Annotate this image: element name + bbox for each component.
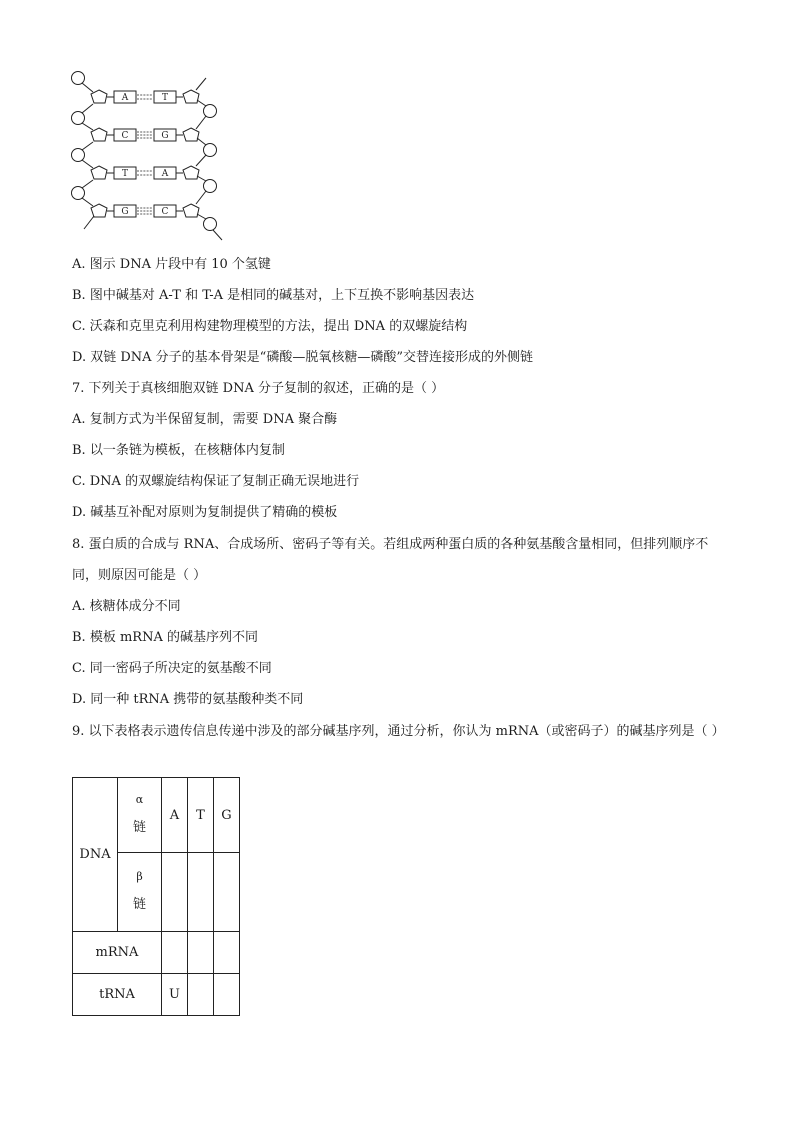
beta-chain-text: 链: [132, 897, 146, 912]
q8-option-a: A. 核糖体成分不同: [72, 599, 181, 614]
q8-option-b: B. 模板 mRNA 的碱基序列不同: [72, 630, 258, 645]
alpha-symbol: α: [135, 793, 144, 806]
trna-base-1: U: [162, 974, 188, 1016]
base-label-left-2: C: [121, 131, 129, 141]
q6-option-a: A. 图示 DNA 片段中有 10 个氢键: [72, 257, 271, 272]
base-label-right-3: A: [161, 169, 169, 179]
base-label-right-2: G: [161, 131, 169, 141]
q7-option-c: C. DNA 的双螺旋结构保证了复制正确无误地进行: [72, 474, 360, 489]
alpha-chain-text: 链: [132, 820, 146, 835]
beta-symbol: β: [136, 870, 143, 883]
right-sugar-4: [183, 204, 199, 217]
right-sugar-1: [183, 90, 199, 103]
right-phosphate-1: [204, 105, 217, 118]
left-phosphate-2: [72, 112, 85, 125]
base-label-right-1: T: [161, 93, 169, 103]
left-sugar-1: [91, 90, 107, 103]
beta-base-1: [162, 853, 188, 932]
q7-option-b: B. 以一条链为模板，在核糖体内复制: [72, 443, 285, 458]
right-sugar-3: [183, 166, 199, 179]
left-sugar-4: [91, 204, 107, 217]
left-sugar-2: [91, 128, 107, 141]
q6-option-c: C. 沃森和克里克利用构建物理模型的方法，提出 DNA 的双螺旋结构: [72, 319, 468, 334]
alpha-base-3: G: [214, 778, 240, 853]
beta-base-2: [188, 853, 214, 932]
trna-label: tRNA: [73, 974, 162, 1016]
alpha-base-2: T: [188, 778, 214, 853]
alpha-base-1: A: [162, 778, 188, 853]
q9-stem: 9. 以下表格表示遗传信息传递中涉及的部分碱基序列，通过分析，你认为 mRNA（或密码子）的碱基序列是（ ）: [72, 724, 725, 739]
q7-stem: 7. 下列关于真核细胞双链 DNA 分子复制的叙述，正确的是（ ）: [72, 381, 445, 396]
alpha-chain-label: [118, 778, 162, 853]
left-phosphate-1: [72, 72, 85, 85]
right-phosphate-3: [204, 180, 217, 193]
right-sugar-2: [183, 128, 199, 141]
base-label-left-1: A: [121, 93, 129, 103]
dna-label: DNA: [73, 778, 118, 932]
beta-chain-label: [118, 853, 162, 932]
beta-base-3: [214, 853, 240, 932]
base-label-left-3: T: [121, 169, 129, 179]
q8-option-c: C. 同一密码子所决定的氨基酸不同: [72, 661, 272, 676]
trna-base-2: [188, 974, 214, 1016]
right-phosphate-4: [204, 218, 217, 231]
trna-base-3: [214, 974, 240, 1016]
left-sugar-3: [91, 166, 107, 179]
q6-option-d: D. 双链 DNA 分子的基本骨架是“磷酸—脱氧核糖—磷酸”交替连接形成的外侧链: [72, 350, 533, 365]
q7-option-d: D. 碱基互补配对原则为复制提供了精确的模板: [72, 505, 338, 520]
right-phosphate-2: [204, 144, 217, 157]
table-row-mrna: [73, 932, 240, 974]
base-sequence-table: [72, 777, 240, 1016]
mrna-label: mRNA: [73, 932, 162, 974]
table-row-trna: [73, 974, 240, 1016]
base-label-left-4: G: [121, 207, 129, 217]
base-label-right-4: C: [161, 207, 169, 217]
table-row-alpha: [73, 778, 240, 853]
q7-option-a: A. 复制方式为半保留复制，需要 DNA 聚合酶: [72, 412, 338, 427]
mrna-base-1: [162, 932, 188, 974]
q8-option-d: D. 同一种 tRNA 携带的氨基酸种类不同: [72, 692, 304, 707]
mrna-base-3: [214, 932, 240, 974]
q8-stem: 8. 蛋白质的合成与 RNA、合成场所、密码子等有关。若组成两种蛋白质的各种氨基酸含量相同，但排列顺序不同，则原因可能是（ ）: [72, 537, 709, 583]
left-phosphate-4: [72, 187, 85, 200]
q6-option-b: B. 图中碱基对 A-T 和 T-A 是相同的碱基对，上下互换不影响基因表达: [72, 288, 475, 303]
left-phosphate-3: [72, 149, 85, 162]
dna-structure-diagram: [66, 66, 226, 246]
mrna-base-2: [188, 932, 214, 974]
